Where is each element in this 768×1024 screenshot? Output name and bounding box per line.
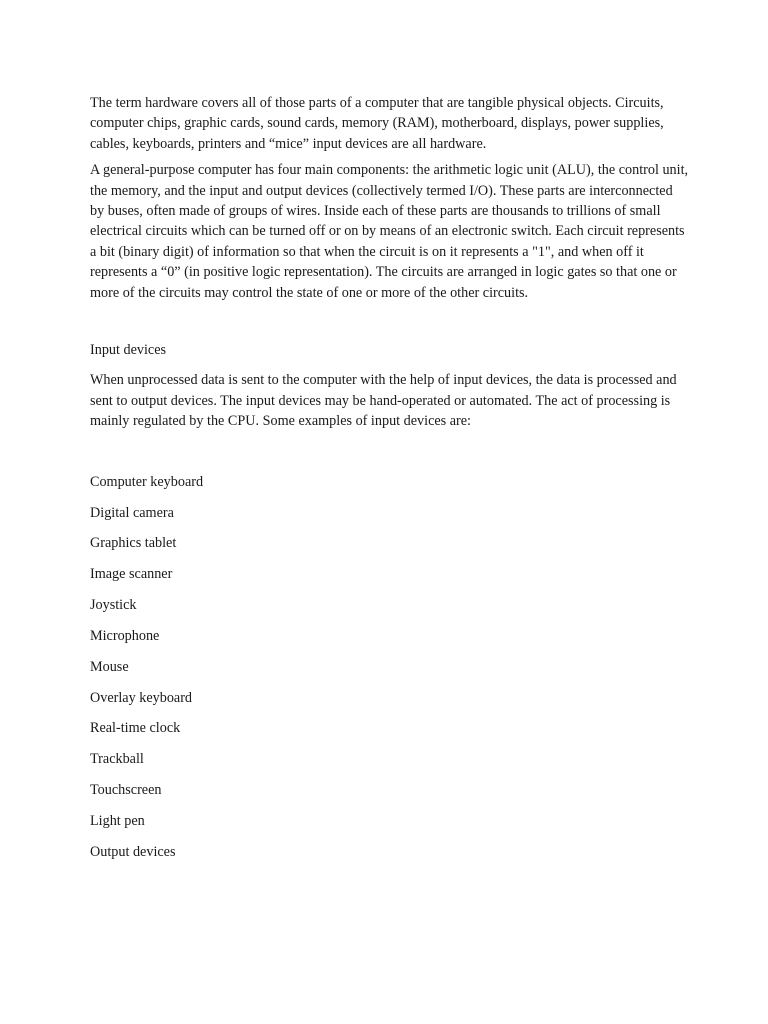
list-item: Graphics tablet — [90, 535, 177, 552]
input-devices-heading: Input devices — [90, 342, 167, 359]
list-item: Overlay keyboard — [90, 689, 193, 706]
list-item: Light pen — [90, 812, 145, 829]
list-item: Image scanner — [90, 566, 173, 583]
list-item: Real-time clock — [90, 720, 181, 737]
hardware-paragraph: The term hardware covers all of those parts of a computer that are tangible physical objects. Circuits, computer chips, graphic cards, sound cards, memory (RAM), motherboard, displays, power supplies, cables, keyboards, printers and “mice” input devices are all hardware. — [90, 95, 664, 152]
input-devices-paragraph: When unprocessed data is sent to the computer with the help of input devices, the data is processed and sent to output devices. The input devices may be hand-operated or automated. The act of processing is mainly regulated by the CPU. Some examples of input devices are: — [90, 372, 677, 430]
list-item: Digital camera — [90, 504, 174, 521]
components-paragraph: A general-purpose computer has four main components: the arithmetic logic unit (ALU), the control unit, the memory, and the input and output devices (collectively termed I/O). These parts are interconnected by buses, often made of groups of wires. Inside each of these parts are thousands to trillions of small electrical circuits which can be turned off or on by means of an electronic switch. Each circuit represents a bit (binary digit) of information so that when the circuit is on it represents a "1", and when off it represents a “0” (in positive logic representation). The circuits are arranged in logic gates so that one or more of the circuits may control the state of one or more of the other circuits. — [90, 162, 689, 301]
list-item: Touchscreen — [90, 782, 162, 799]
list-item: Microphone — [90, 627, 160, 644]
list-item: Mouse — [90, 658, 129, 675]
device-list — [90, 472, 690, 863]
list-item: Trackball — [90, 751, 144, 768]
list-item: Output devices — [90, 843, 176, 860]
list-item: Computer keyboard — [90, 473, 204, 490]
list-item: Joystick — [90, 597, 137, 614]
document-page — [90, 93, 690, 873]
